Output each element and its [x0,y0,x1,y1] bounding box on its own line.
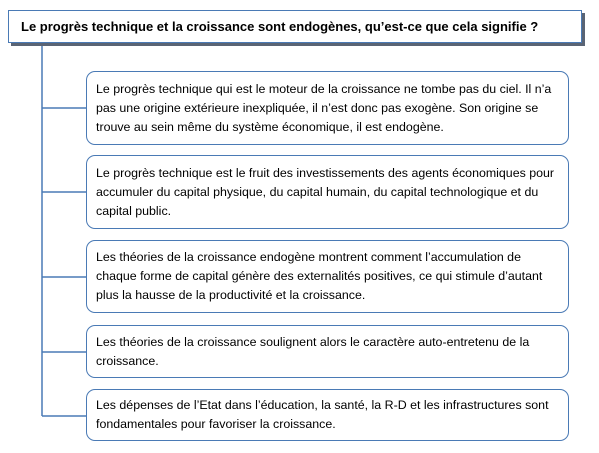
item-box [86,155,569,229]
item-text: Les théories de la croissance endogène montrent comment l’accumulation de chaque forme de capital génère des externalités positives, ce qui stimule d’autant plus la hausse de la productivité et la croissance. [96,250,543,302]
title-text: Le progrès technique et la croissance sont endogènes, qu’est-ce que cela signifie ? [21,19,539,34]
title-box [8,10,582,43]
item-box [86,325,569,378]
item-text: Le progrès technique qui est le moteur de la croissance ne tombe pas du ciel. Il n’a pas une origine extérieure inexpliquée, il n’est donc pas exogène. Son origine se trouve au sein même du système économique, il est endogène. [96,81,552,134]
item-text: Les théories de la croissance soulignent alors le caractère auto-entretenu de la croissance. [96,334,530,368]
item-box [86,240,569,313]
item-text: Les dépenses de l’Etat dans l’éducation, la santé, la R-D et les infrastructures sont fondamentales pour favoriser la croissance. [96,398,549,431]
item-box [86,71,569,145]
item-text: Le progrès technique est le fruit des investissements des agents économiques pour accumuler du capital physique, du capital humain, du capital technologique et du capital public. [96,165,555,218]
item-box [86,389,569,441]
